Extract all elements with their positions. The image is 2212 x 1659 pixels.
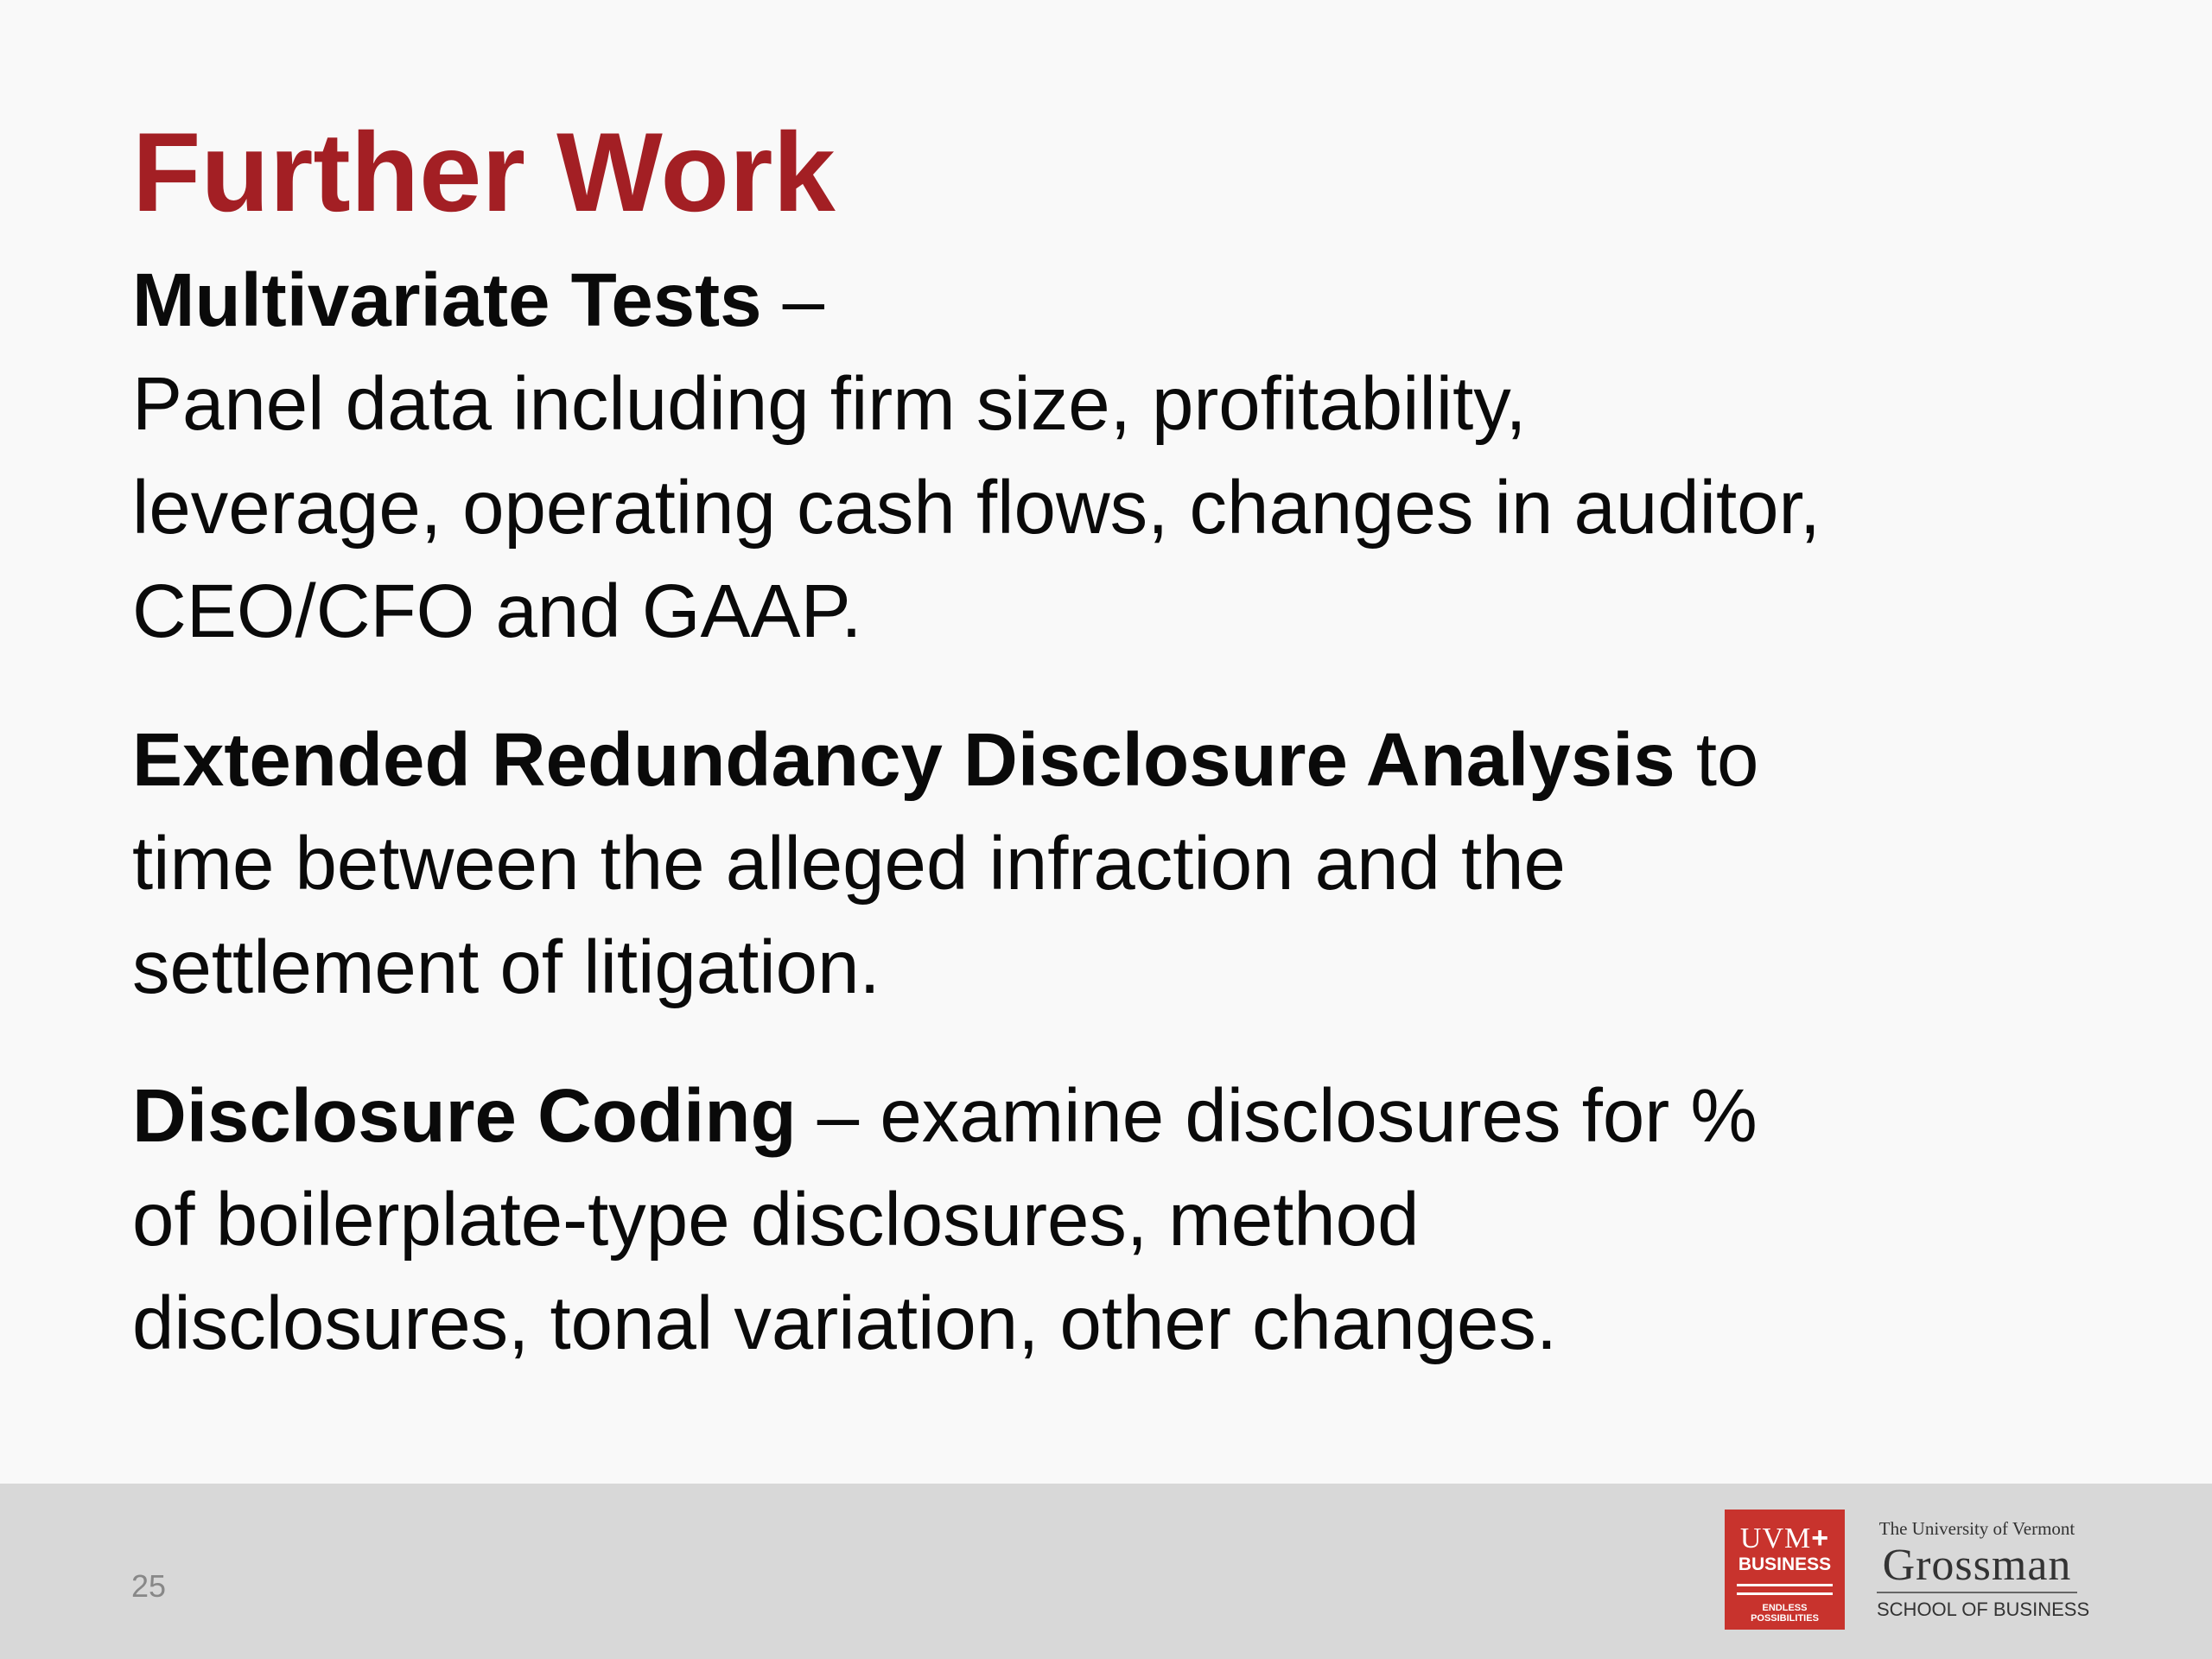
university-name: The University of Vermont (1878, 1518, 2075, 1539)
section-heading-suffix: – examine disclosures for % (796, 1074, 1758, 1158)
grossman-name: Grossman (1882, 1541, 2072, 1590)
section-text-line: disclosures, tonal variation, other changes. (132, 1281, 1558, 1365)
section-heading: Multivariate Tests (132, 258, 762, 342)
section-text-line: settlement of litigation. (132, 925, 880, 1009)
section-disclosure-coding (132, 1065, 2120, 1376)
section-heading-suffix: – (761, 258, 825, 342)
section-text-line: of boilerplate-type disclosures, method (132, 1178, 1420, 1262)
uvm-logo-tagline: ENDLESS POSSIBILITIES (1751, 1603, 1819, 1624)
logo-divider (1737, 1592, 1833, 1595)
section-heading: Extended Redundancy Disclosure Analysis (132, 718, 1675, 802)
school-name: SCHOOL OF BUSINESS (1877, 1592, 2077, 1621)
uvm-logo-business: BUSINESS (1738, 1554, 1832, 1574)
section-heading: Disclosure Coding (132, 1074, 797, 1158)
section-text-line: CEO/CFO and GAAP. (132, 569, 862, 653)
section-heading-suffix: to (1675, 718, 1759, 802)
section-multivariate-tests (132, 249, 2120, 664)
uvm-logo-text: UVM+ (1739, 1522, 1830, 1554)
slide-body (132, 249, 2120, 1421)
section-heading-line (132, 1065, 2120, 1168)
section-text-line: leverage, operating cash flows, changes in auditor, (132, 466, 1821, 550)
plus-icon: + (1811, 1522, 1830, 1554)
section-heading-line (132, 709, 2120, 812)
section-heading-line (132, 249, 2120, 353)
page-number: 25 (131, 1568, 167, 1604)
slide-footer (0, 1484, 2212, 1659)
section-text-line: Panel data including firm size, profitability, (132, 362, 1527, 446)
uvm-business-logo (1725, 1510, 1845, 1630)
logo-divider (1737, 1584, 1833, 1586)
section-text-line: time between the alleged infraction and the (132, 822, 1566, 906)
grossman-logo (1877, 1518, 2090, 1621)
slide-title: Further Work (132, 109, 836, 235)
section-extended-redundancy (132, 709, 2120, 1020)
